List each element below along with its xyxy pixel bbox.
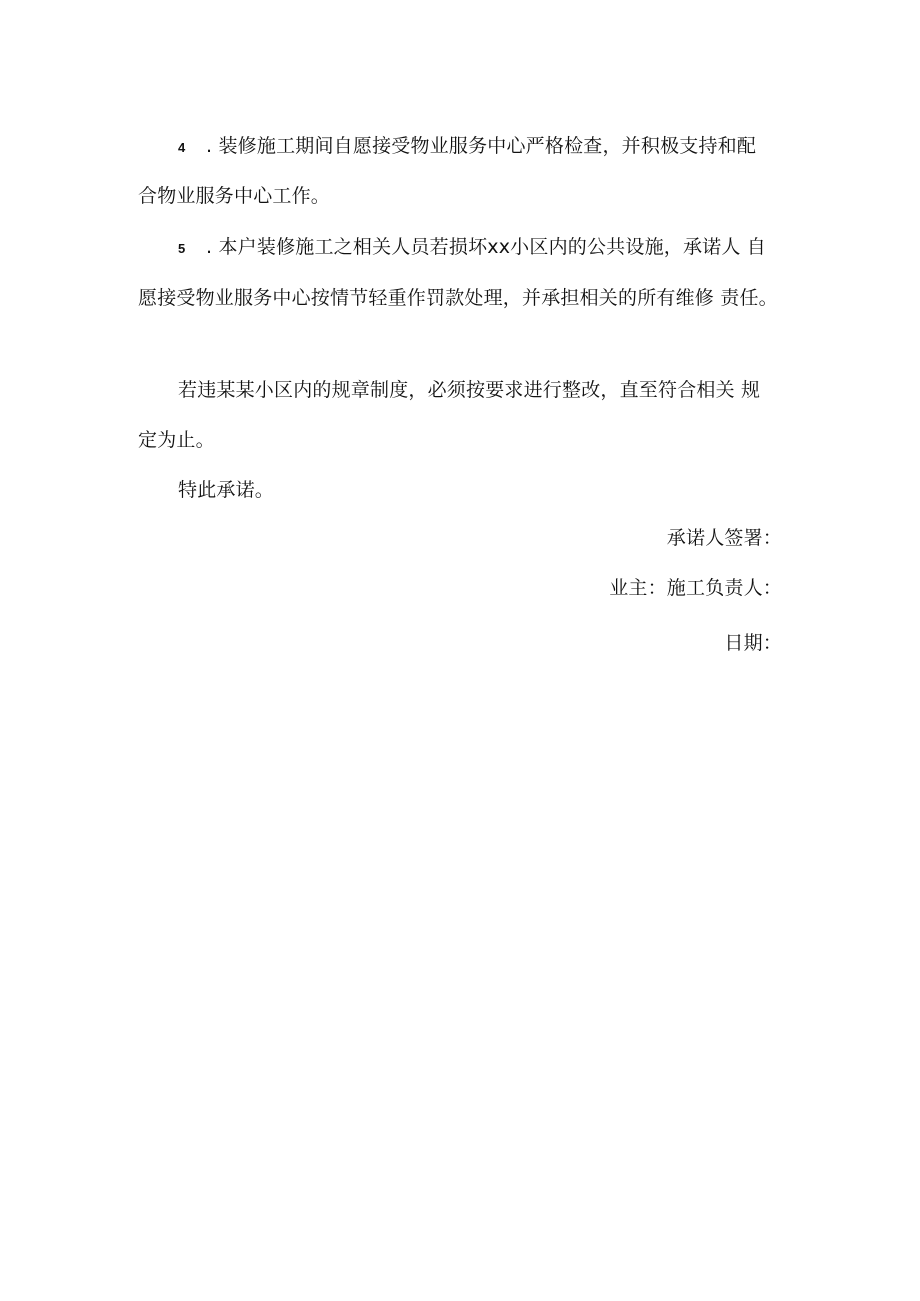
item-4-line-1 <box>178 134 756 160</box>
item-4-line-2: 合物业服务中心工作。 <box>138 185 331 207</box>
owner-label: 业主：施工负责人： <box>609 577 782 599</box>
signer-label: 承诺人签署： <box>666 527 782 549</box>
item-5-line-1 <box>178 235 766 261</box>
item-4-text-1: . 装修施工期间自愿接受物业服务中心严格检查，并积极支持和配 <box>206 135 757 157</box>
item-5-text-1: . 本户装修施工之相关人员若损坏xx小区内的公共设施，承诺人 自 <box>206 236 767 258</box>
item-5-number: 5 <box>178 241 186 256</box>
paragraph-line-1: 若违某某小区内的规章制度，必须按要求进行整改，直至符合相关 规 <box>178 379 761 401</box>
paragraph-line-2: 定为止。 <box>138 429 215 451</box>
item-5-line-2: 愿接受物业服务中心按情节轻重作罚款处理，并承担相关的所有维修 责任。 <box>138 287 778 309</box>
closing-text: 特此承诺。 <box>178 479 275 501</box>
date-label: 日期： <box>724 632 782 654</box>
item-4-number: 4 <box>178 140 186 155</box>
